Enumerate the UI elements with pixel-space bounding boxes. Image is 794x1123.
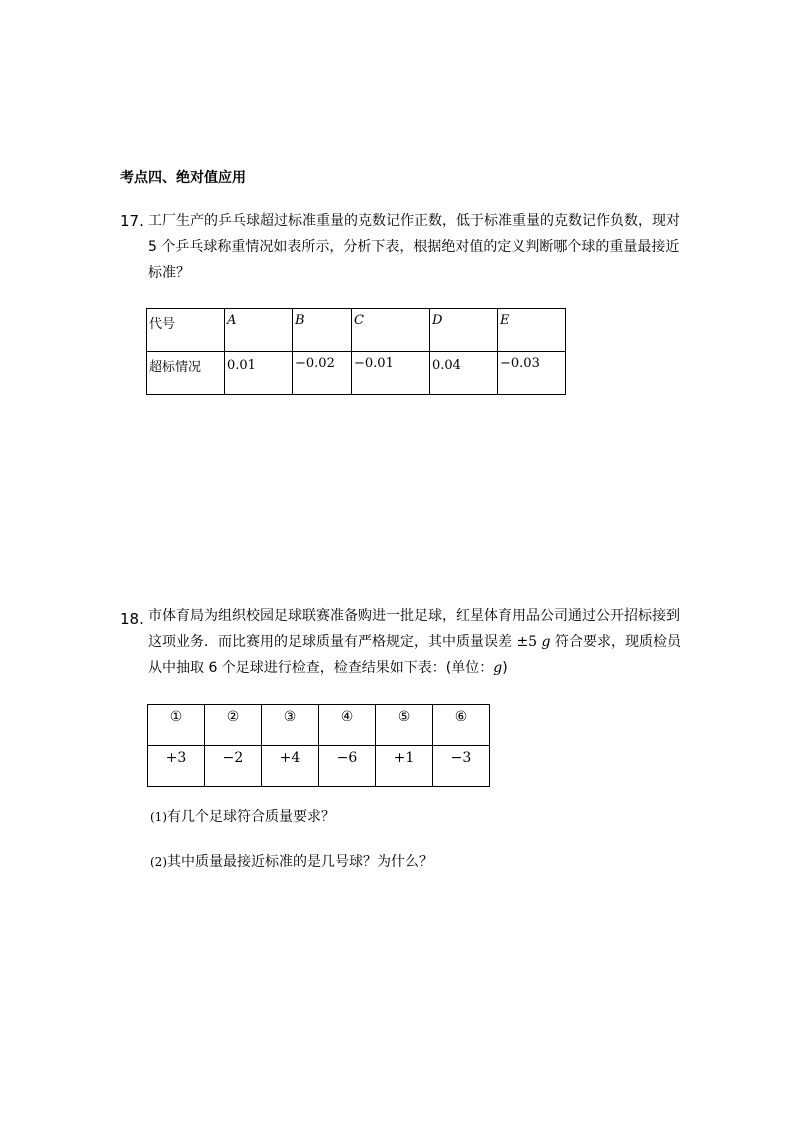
table-cell: 0.01	[227, 358, 256, 373]
table-cell: ①	[169, 709, 183, 725]
table-cell: 0.04	[432, 358, 461, 373]
table-cell: −6	[336, 750, 358, 766]
q18-line-2b: 符合要求，现质检员	[550, 634, 681, 650]
q18-line-3b: )	[502, 660, 508, 676]
q17-text	[148, 208, 680, 286]
q18-subquestion-2	[150, 851, 433, 871]
q18-line-2	[148, 629, 681, 655]
table-cell: A	[227, 313, 237, 328]
subquestion-text: 有几个足球符合质量要求？	[167, 809, 335, 825]
q18-table	[147, 704, 490, 787]
q18-line-2a: 这项业务．而比赛用的足球质量有严格规定，其中质量误差	[148, 634, 517, 650]
q17-number: 17.	[120, 212, 144, 230]
table-cell: D	[432, 313, 443, 328]
table-row	[147, 352, 566, 395]
q18-subquestion-1	[150, 806, 335, 826]
table-cell: −2	[222, 750, 244, 766]
table-row	[148, 746, 490, 787]
table-cell: +4	[279, 750, 301, 766]
subquestion-text: 其中质量最接近标准的是几号球？为什么？	[167, 854, 433, 870]
table-cell: −0.03	[500, 356, 540, 371]
table-row	[148, 705, 490, 746]
q17-line-1: 工厂生产的乒乓球超过标准重量的克数记作正数，低于标准重量的克数记作负数，现对	[148, 213, 680, 229]
table-cell: +1	[393, 750, 415, 766]
table-cell: −0.01	[354, 356, 394, 371]
table-cell: 超标情况	[149, 360, 202, 375]
table-cell: −0.02	[295, 356, 335, 371]
table-cell: 代号	[149, 317, 176, 332]
table-cell: B	[295, 313, 305, 328]
table-row	[147, 309, 566, 352]
table-cell: +3	[165, 750, 187, 766]
unit-g: g	[493, 660, 503, 676]
subquestion-number: (2)	[150, 855, 167, 869]
subquestion-number: (1)	[150, 810, 167, 824]
section-title: 考点四、绝对值应用	[120, 170, 246, 186]
table-cell: ③	[283, 709, 297, 725]
table-cell: ⑥	[454, 709, 468, 725]
table-cell: C	[354, 313, 364, 328]
q17-table	[146, 308, 566, 395]
table-cell: ④	[340, 709, 354, 725]
table-cell: E	[500, 313, 510, 328]
q17-line-3: 标准？	[148, 265, 190, 281]
table-cell: ②	[226, 709, 240, 725]
q18-line-1: 市体育局为组织校园足球联赛准备购进一批足球，红星体育用品公司通过公开招标接到	[148, 608, 680, 624]
tolerance-value: ±5	[516, 634, 538, 650]
table-cell: −3	[450, 750, 472, 766]
q18-number: 18.	[120, 610, 144, 628]
q18-text	[148, 603, 681, 681]
unit-g: g	[541, 634, 551, 650]
q17-line-2: 5 个乒乓球称重情况如表所示，分析下表，根据绝对值的定义判断哪个球的重量最接近	[148, 239, 680, 255]
q18-line-3a: 从中抽取 6 个足球进行检查，检查结果如下表：(单位：	[148, 660, 494, 676]
table-cell: ⑤	[397, 709, 411, 725]
q18-line-3	[148, 655, 681, 681]
